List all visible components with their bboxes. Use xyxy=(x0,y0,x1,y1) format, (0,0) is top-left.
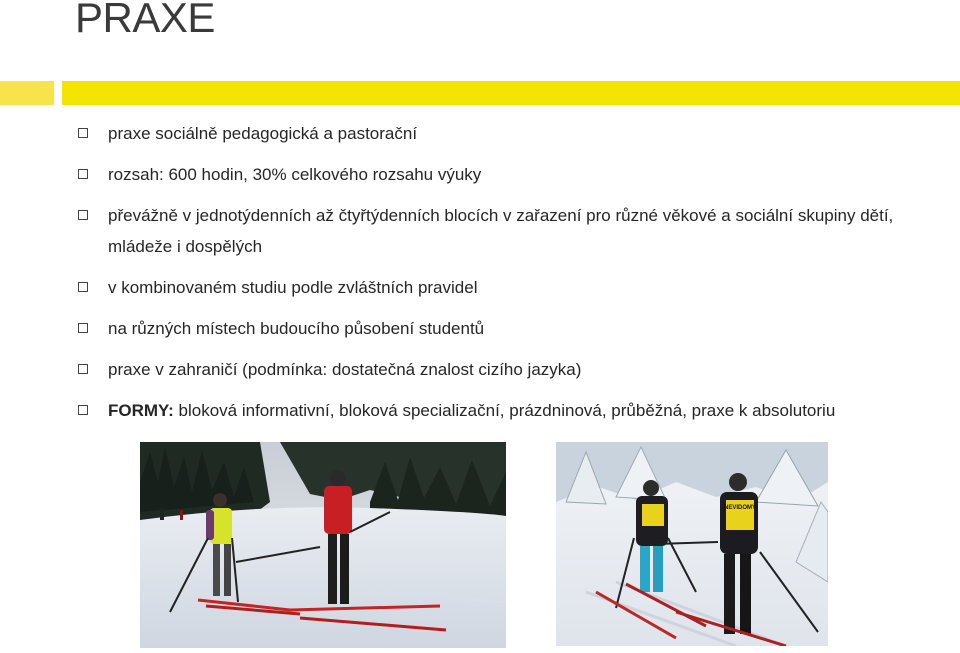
bullet-text: bloková informativní, bloková specializační, prázdninová, průběžná, praxe k absolutoriu xyxy=(173,401,836,420)
bullet-item xyxy=(78,118,938,149)
bullet-text: rozsah: 600 hodin, 30% celkového rozsahu výuky xyxy=(108,165,482,184)
slide-title: PRAXE xyxy=(75,0,215,41)
bullet-item xyxy=(78,313,938,344)
accent-bar-right xyxy=(62,81,960,105)
bullet-text: na různých místech budoucího působení studentů xyxy=(108,319,485,338)
bullet-text: převážně v jednotýdenních až čtyřtýdenních blocích v zařazení pro různé věkové a sociální skupiny dětí, mládeže i dospělých xyxy=(108,206,894,256)
bullet-item xyxy=(78,354,938,385)
accent-bar-left xyxy=(0,81,54,105)
bullet-item xyxy=(78,200,938,262)
photo-blind-skiers xyxy=(556,442,828,646)
square-bullet-icon xyxy=(78,405,88,415)
bullet-item xyxy=(78,272,938,303)
bullet-lead: FORMY: xyxy=(108,401,174,420)
square-bullet-icon xyxy=(78,128,88,138)
square-bullet-icon xyxy=(78,282,88,292)
photo-skiers-forest xyxy=(140,442,506,648)
bullet-list xyxy=(78,118,938,436)
bullet-text: praxe v zahraničí (podmínka: dostatečná znalost cizího jazyka) xyxy=(108,360,582,379)
bullet-item xyxy=(78,159,938,190)
bullet-text: v kombinovaném studiu podle zvláštních pravidel xyxy=(108,278,478,297)
bullet-text: praxe sociálně pedagogická a pastorační xyxy=(108,124,418,143)
square-bullet-icon xyxy=(78,364,88,374)
square-bullet-icon xyxy=(78,323,88,333)
vest-label: NEVIDOMÝ xyxy=(723,505,757,511)
square-bullet-icon xyxy=(78,169,88,179)
square-bullet-icon xyxy=(78,210,88,220)
bullet-item xyxy=(78,395,938,426)
